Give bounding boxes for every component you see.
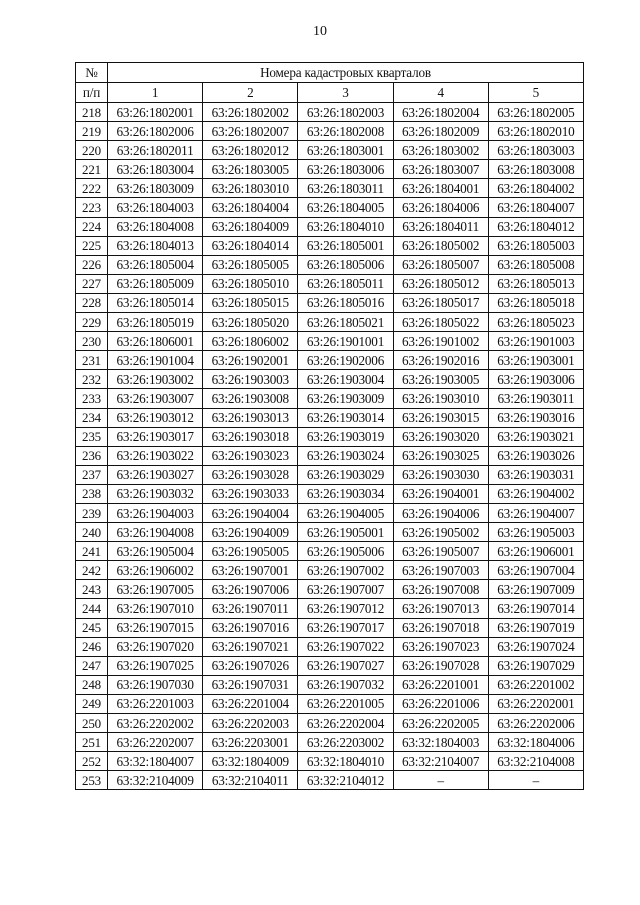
row-number: 233 [76, 389, 108, 408]
table-row [76, 370, 584, 389]
cadastral-number-cell: 63:26:1804001 [393, 179, 488, 198]
cadastral-number-cell: 63:26:1903011 [488, 389, 583, 408]
row-number: 245 [76, 618, 108, 637]
row-number: 222 [76, 179, 108, 198]
cadastral-number-cell: 63:26:1803003 [488, 141, 583, 160]
row-number: 234 [76, 408, 108, 427]
table-row [76, 484, 584, 503]
cadastral-number-cell: 63:26:1904003 [108, 503, 203, 522]
table-row [76, 771, 584, 790]
cadastral-number-cell: 63:26:2201001 [393, 675, 488, 694]
cadastral-number-cell: 63:26:1804010 [298, 217, 393, 236]
table-row [76, 637, 584, 656]
table-row [76, 465, 584, 484]
cadastral-number-cell: 63:26:1903016 [488, 408, 583, 427]
table-row [76, 752, 584, 771]
row-number: 252 [76, 752, 108, 771]
row-number: 240 [76, 523, 108, 542]
cadastral-number-cell: 63:26:1903002 [108, 370, 203, 389]
cadastral-number-cell: 63:26:1906002 [108, 561, 203, 580]
cadastral-number-cell: 63:26:1902016 [393, 351, 488, 370]
row-number: 221 [76, 160, 108, 179]
row-number: 219 [76, 122, 108, 141]
cadastral-number-cell: 63:26:2202001 [488, 694, 583, 713]
cadastral-number-cell: 63:26:1907009 [488, 580, 583, 599]
cadastral-number-cell: 63:26:2201002 [488, 675, 583, 694]
table-row [76, 580, 584, 599]
column-number: 2 [203, 83, 298, 103]
header-row-bottom [76, 83, 584, 103]
cadastral-number-cell: 63:26:1903013 [203, 408, 298, 427]
cadastral-number-cell: 63:26:1907026 [203, 656, 298, 675]
cadastral-number-cell: 63:26:1901003 [488, 332, 583, 351]
row-number: 228 [76, 293, 108, 312]
cadastral-number-cell: 63:26:1802011 [108, 141, 203, 160]
cadastral-number-cell: 63:26:1802012 [203, 141, 298, 160]
cadastral-number-cell: 63:26:1903019 [298, 427, 393, 446]
cadastral-number-cell: 63:26:1907019 [488, 618, 583, 637]
cadastral-number-cell: 63:26:2201003 [108, 694, 203, 713]
cadastral-number-cell: 63:26:1901001 [298, 332, 393, 351]
row-number: 250 [76, 714, 108, 733]
cadastral-number-cell: 63:26:1901002 [393, 332, 488, 351]
cadastral-number-cell: 63:26:1802002 [203, 103, 298, 122]
cadastral-number-cell: 63:26:1802001 [108, 103, 203, 122]
group-header: Номера кадастровых кварталов [108, 63, 584, 83]
cadastral-number-cell: 63:26:1803011 [298, 179, 393, 198]
row-number: 220 [76, 141, 108, 160]
cadastral-number-cell: 63:26:1805010 [203, 274, 298, 293]
cadastral-number-cell: 63:32:1804007 [108, 752, 203, 771]
cadastral-number-cell: 63:26:1805013 [488, 274, 583, 293]
cadastral-number-cell: 63:26:1803004 [108, 160, 203, 179]
table-row [76, 656, 584, 675]
cadastral-number-cell: 63:26:1907020 [108, 637, 203, 656]
cadastral-number-cell: 63:26:1904001 [393, 484, 488, 503]
row-number: 227 [76, 274, 108, 293]
cadastral-number-cell: 63:26:1907016 [203, 618, 298, 637]
cadastral-number-cell: 63:26:1907010 [108, 599, 203, 618]
cadastral-number-cell: 63:26:1903023 [203, 446, 298, 465]
cadastral-number-cell: 63:26:1804009 [203, 217, 298, 236]
cadastral-number-cell: 63:26:1907021 [203, 637, 298, 656]
row-number: 230 [76, 332, 108, 351]
cadastral-number-cell: 63:32:1804010 [298, 752, 393, 771]
cadastral-number-cell: 63:26:1903010 [393, 389, 488, 408]
cadastral-number-cell: 63:26:1903030 [393, 465, 488, 484]
cadastral-number-cell: 63:26:1903024 [298, 446, 393, 465]
cadastral-number-cell: 63:26:1802010 [488, 122, 583, 141]
table-row [76, 427, 584, 446]
cadastral-number-cell: 63:26:1805007 [393, 255, 488, 274]
cadastral-number-cell: 63:26:1804008 [108, 217, 203, 236]
cadastral-number-cell: – [488, 771, 583, 790]
cadastral-number-cell: 63:26:1903025 [393, 446, 488, 465]
cadastral-number-cell: 63:26:1804011 [393, 217, 488, 236]
cadastral-number-cell: 63:26:1907027 [298, 656, 393, 675]
column-number: 3 [298, 83, 393, 103]
row-number: 248 [76, 675, 108, 694]
cadastral-number-cell: 63:26:1903033 [203, 484, 298, 503]
cadastral-number-cell: 63:32:2104008 [488, 752, 583, 771]
cadastral-number-cell: 63:26:1805008 [488, 255, 583, 274]
cadastral-number-cell: 63:26:1803006 [298, 160, 393, 179]
row-number: 226 [76, 255, 108, 274]
cadastral-number-cell: 63:26:1803002 [393, 141, 488, 160]
cadastral-number-cell: 63:26:1904009 [203, 523, 298, 542]
table-row [76, 694, 584, 713]
cadastral-number-cell: 63:26:1904006 [393, 503, 488, 522]
cadastral-number-cell: 63:26:1804014 [203, 236, 298, 255]
cadastral-number-cell: 63:26:1904002 [488, 484, 583, 503]
cadastral-number-cell: 63:26:1907003 [393, 561, 488, 580]
cadastral-number-cell: 63:32:2104012 [298, 771, 393, 790]
num-header-top: № [76, 63, 108, 83]
cadastral-number-cell: 63:26:1903028 [203, 465, 298, 484]
table-row [76, 332, 584, 351]
cadastral-number-cell: 63:26:1802003 [298, 103, 393, 122]
table-row [76, 675, 584, 694]
table-row [76, 160, 584, 179]
cadastral-number-cell: 63:26:1804002 [488, 179, 583, 198]
cadastral-number-cell: 63:26:1802007 [203, 122, 298, 141]
row-number: 224 [76, 217, 108, 236]
cadastral-number-cell: 63:32:2104007 [393, 752, 488, 771]
header-row-top [76, 63, 584, 83]
cadastral-number-cell: 63:26:1907012 [298, 599, 393, 618]
cadastral-number-cell: 63:26:1805003 [488, 236, 583, 255]
cadastral-number-cell: 63:26:1905003 [488, 523, 583, 542]
table-row [76, 503, 584, 522]
table-row [76, 351, 584, 370]
table-row [76, 274, 584, 293]
cadastral-number-cell: 63:26:1805014 [108, 293, 203, 312]
cadastral-number-cell: 63:26:1903003 [203, 370, 298, 389]
row-number: 229 [76, 313, 108, 332]
row-number: 251 [76, 733, 108, 752]
row-number: 231 [76, 351, 108, 370]
table-row [76, 389, 584, 408]
cadastral-number-cell: 63:26:2202007 [108, 733, 203, 752]
cadastral-number-cell: 63:26:1903012 [108, 408, 203, 427]
cadastral-number-cell: 63:26:1907008 [393, 580, 488, 599]
cadastral-number-cell: 63:26:1905007 [393, 542, 488, 561]
cadastral-number-cell: 63:26:1802005 [488, 103, 583, 122]
table-row [76, 236, 584, 255]
table-row [76, 446, 584, 465]
cadastral-number-cell: 63:26:2202003 [203, 714, 298, 733]
cadastral-number-cell: 63:26:1805004 [108, 255, 203, 274]
table-row [76, 103, 584, 122]
cadastral-number-cell: 63:26:1803007 [393, 160, 488, 179]
cadastral-number-cell: 63:26:1805005 [203, 255, 298, 274]
row-number: 243 [76, 580, 108, 599]
cadastral-number-cell: 63:26:1907005 [108, 580, 203, 599]
column-number: 1 [108, 83, 203, 103]
cadastral-number-cell: 63:26:1907001 [203, 561, 298, 580]
row-number: 241 [76, 542, 108, 561]
cadastral-number-cell: 63:26:1805018 [488, 293, 583, 312]
cadastral-number-cell: 63:26:1805002 [393, 236, 488, 255]
cadastral-number-cell: 63:26:1907007 [298, 580, 393, 599]
cadastral-number-cell: 63:26:1901004 [108, 351, 203, 370]
cadastral-number-cell: 63:26:2203001 [203, 733, 298, 752]
table-row [76, 542, 584, 561]
cadastral-number-cell: 63:26:1906001 [488, 542, 583, 561]
cadastral-number-cell: 63:26:1907004 [488, 561, 583, 580]
cadastral-number-cell: 63:26:1907018 [393, 618, 488, 637]
column-number: 5 [488, 83, 583, 103]
cadastral-number-cell: 63:26:1903005 [393, 370, 488, 389]
cadastral-number-cell: 63:32:1804006 [488, 733, 583, 752]
cadastral-number-cell: 63:26:1904007 [488, 503, 583, 522]
cadastral-number-cell: 63:26:2201004 [203, 694, 298, 713]
cadastral-number-cell: 63:26:1907006 [203, 580, 298, 599]
cadastral-number-cell: 63:26:1905004 [108, 542, 203, 561]
row-number: 237 [76, 465, 108, 484]
row-number: 249 [76, 694, 108, 713]
cadastral-number-cell: 63:26:1907030 [108, 675, 203, 694]
cadastral-number-cell: 63:32:1804009 [203, 752, 298, 771]
cadastral-number-cell: 63:26:1903029 [298, 465, 393, 484]
cadastral-number-cell: 63:26:1805015 [203, 293, 298, 312]
cadastral-quarters-table [75, 62, 584, 790]
cadastral-number-cell: 63:26:1806002 [203, 332, 298, 351]
cadastral-number-cell: 63:26:1802004 [393, 103, 488, 122]
cadastral-number-cell: 63:26:1902006 [298, 351, 393, 370]
cadastral-number-cell: 63:26:1903014 [298, 408, 393, 427]
cadastral-number-cell: 63:26:1907017 [298, 618, 393, 637]
cadastral-number-cell: 63:26:1903015 [393, 408, 488, 427]
cadastral-number-cell: 63:26:2202005 [393, 714, 488, 733]
cadastral-number-cell: 63:26:1803009 [108, 179, 203, 198]
cadastral-number-cell: 63:26:1907011 [203, 599, 298, 618]
table-row [76, 255, 584, 274]
cadastral-number-cell: 63:26:1805023 [488, 313, 583, 332]
cadastral-number-cell: 63:26:1903027 [108, 465, 203, 484]
cadastral-number-cell: 63:26:1803010 [203, 179, 298, 198]
cadastral-number-cell: 63:26:1805006 [298, 255, 393, 274]
cadastral-number-cell: 63:26:1804012 [488, 217, 583, 236]
row-number: 232 [76, 370, 108, 389]
cadastral-number-cell: 63:26:2202002 [108, 714, 203, 733]
cadastral-number-cell: 63:26:1907014 [488, 599, 583, 618]
cadastral-number-cell: 63:26:1905006 [298, 542, 393, 561]
page-number: 10 [313, 24, 327, 39]
cadastral-number-cell: 63:26:1907031 [203, 675, 298, 694]
cadastral-number-cell: 63:26:1803001 [298, 141, 393, 160]
cadastral-number-cell: 63:26:1805021 [298, 313, 393, 332]
cadastral-number-cell: 63:26:1907029 [488, 656, 583, 675]
table-row [76, 217, 584, 236]
cadastral-number-cell: 63:26:1907028 [393, 656, 488, 675]
cadastral-number-cell: 63:26:1803005 [203, 160, 298, 179]
cadastral-number-cell: 63:26:1904004 [203, 503, 298, 522]
cadastral-number-cell: 63:26:1907023 [393, 637, 488, 656]
cadastral-number-cell: 63:26:1903031 [488, 465, 583, 484]
cadastral-number-cell: 63:26:1907025 [108, 656, 203, 675]
cadastral-number-cell: 63:26:1903001 [488, 351, 583, 370]
cadastral-number-cell: 63:26:1805012 [393, 274, 488, 293]
cadastral-number-cell: 63:26:1805022 [393, 313, 488, 332]
cadastral-number-cell: 63:26:1805011 [298, 274, 393, 293]
row-number: 239 [76, 503, 108, 522]
row-number: 244 [76, 599, 108, 618]
cadastral-number-cell: 63:26:1802008 [298, 122, 393, 141]
table-row [76, 293, 584, 312]
row-number: 236 [76, 446, 108, 465]
cadastral-number-cell: 63:26:1805001 [298, 236, 393, 255]
table-row [76, 599, 584, 618]
cadastral-number-cell: 63:26:1905002 [393, 523, 488, 542]
cadastral-number-cell: 63:26:1804007 [488, 198, 583, 217]
cadastral-number-cell: 63:26:1903008 [203, 389, 298, 408]
cadastral-number-cell: 63:26:1907013 [393, 599, 488, 618]
cadastral-number-cell: 63:26:1805016 [298, 293, 393, 312]
cadastral-number-cell: 63:26:1907022 [298, 637, 393, 656]
cadastral-number-cell: 63:26:1805017 [393, 293, 488, 312]
cadastral-number-cell: 63:32:1804003 [393, 733, 488, 752]
table-row [76, 122, 584, 141]
cadastral-number-cell: 63:26:2202006 [488, 714, 583, 733]
cadastral-number-cell: 63:32:2104009 [108, 771, 203, 790]
column-number: 4 [393, 83, 488, 103]
cadastral-number-cell: 63:26:1905001 [298, 523, 393, 542]
row-number: 242 [76, 561, 108, 580]
cadastral-number-cell: 63:26:1907002 [298, 561, 393, 580]
cadastral-number-cell: 63:26:1907032 [298, 675, 393, 694]
cadastral-number-cell: – [393, 771, 488, 790]
row-number: 238 [76, 484, 108, 503]
cadastral-number-cell: 63:26:1805019 [108, 313, 203, 332]
cadastral-number-cell: 63:26:1805009 [108, 274, 203, 293]
table-row [76, 561, 584, 580]
row-number: 247 [76, 656, 108, 675]
cadastral-number-cell: 63:26:2202004 [298, 714, 393, 733]
cadastral-number-cell: 63:26:1903026 [488, 446, 583, 465]
row-number: 218 [76, 103, 108, 122]
table-row [76, 618, 584, 637]
cadastral-number-cell: 63:26:1903032 [108, 484, 203, 503]
cadastral-number-cell: 63:26:1903034 [298, 484, 393, 503]
cadastral-number-cell: 63:26:1907015 [108, 618, 203, 637]
cadastral-number-cell: 63:26:1905005 [203, 542, 298, 561]
row-number: 246 [76, 637, 108, 656]
cadastral-number-cell: 63:26:1903004 [298, 370, 393, 389]
table-row [76, 141, 584, 160]
table-body [76, 103, 584, 790]
cadastral-number-cell: 63:26:1903009 [298, 389, 393, 408]
row-number: 225 [76, 236, 108, 255]
table-row [76, 408, 584, 427]
cadastral-number-cell: 63:26:2203002 [298, 733, 393, 752]
num-header-bottom: п/п [76, 83, 108, 103]
cadastral-number-cell: 63:26:1802006 [108, 122, 203, 141]
cadastral-number-cell: 63:26:1903022 [108, 446, 203, 465]
cadastral-number-cell: 63:26:1903006 [488, 370, 583, 389]
cadastral-number-cell: 63:26:1806001 [108, 332, 203, 351]
table-row [76, 714, 584, 733]
row-number: 253 [76, 771, 108, 790]
table-row [76, 313, 584, 332]
cadastral-number-cell: 63:26:2201006 [393, 694, 488, 713]
row-number: 223 [76, 198, 108, 217]
cadastral-number-cell: 63:26:1903018 [203, 427, 298, 446]
cadastral-number-cell: 63:26:1804005 [298, 198, 393, 217]
cadastral-number-cell: 63:26:1904005 [298, 503, 393, 522]
cadastral-number-cell: 63:26:1805020 [203, 313, 298, 332]
cadastral-number-cell: 63:26:1804003 [108, 198, 203, 217]
cadastral-number-cell: 63:26:1903021 [488, 427, 583, 446]
table-row [76, 523, 584, 542]
cadastral-number-cell: 63:26:1803008 [488, 160, 583, 179]
cadastral-number-cell: 63:26:1804004 [203, 198, 298, 217]
cadastral-number-cell: 63:26:1904008 [108, 523, 203, 542]
cadastral-number-cell: 63:26:1903007 [108, 389, 203, 408]
table-row [76, 733, 584, 752]
cadastral-number-cell: 63:26:2201005 [298, 694, 393, 713]
cadastral-number-cell: 63:26:1804006 [393, 198, 488, 217]
cadastral-number-cell: 63:26:1903017 [108, 427, 203, 446]
table-row [76, 198, 584, 217]
cadastral-number-cell: 63:26:1902001 [203, 351, 298, 370]
cadastral-number-cell: 63:26:1802009 [393, 122, 488, 141]
cadastral-number-cell: 63:26:1804013 [108, 236, 203, 255]
cadastral-number-cell: 63:26:1907024 [488, 637, 583, 656]
cadastral-number-cell: 63:32:2104011 [203, 771, 298, 790]
table-row [76, 179, 584, 198]
row-number: 235 [76, 427, 108, 446]
cadastral-number-cell: 63:26:1903020 [393, 427, 488, 446]
